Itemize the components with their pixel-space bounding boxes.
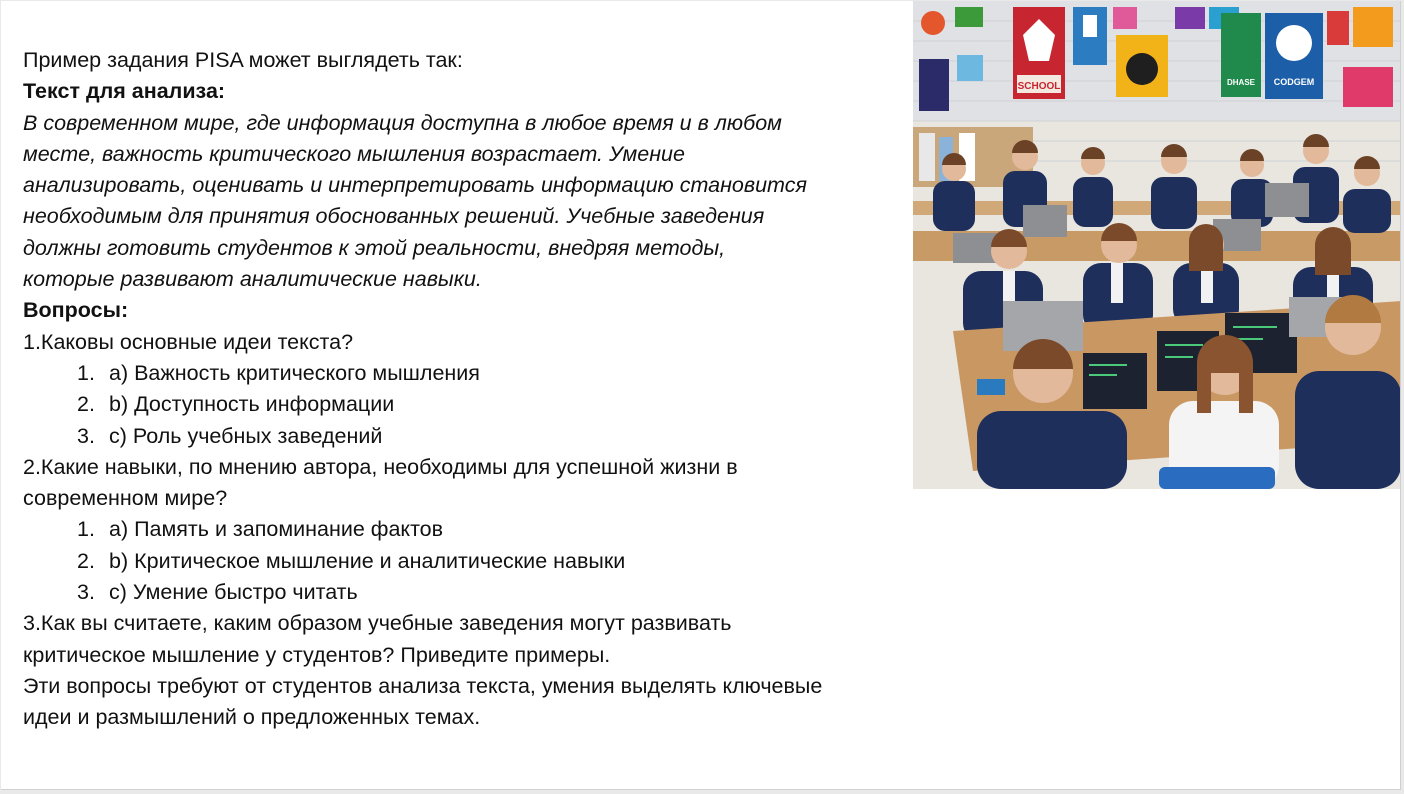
list-number: 2. [77,392,95,417]
poster-label: CODGEM [1273,77,1315,87]
conclusion-line: идеи и размышлений о предложенных темах. [23,705,481,730]
passage-line: месте, важность критического мышления возрастает. Умение [23,141,685,166]
question-1: 1.Каковы основные идеи текста? [23,329,354,354]
conclusion-line: Эти вопросы требуют от студентов анализа текста, умения выделять ключевые [23,673,823,698]
option-text: a) Важность критического мышления [109,360,480,385]
intro-line: Пример задания PISA может выглядеть так: [23,48,463,72]
list-number: 3. [77,423,95,448]
question-2-cont: современном мире? [23,486,228,511]
text-block [23,45,913,734]
list-item [23,546,913,577]
list-number: 2. [77,548,95,573]
slide [1,1,1401,790]
classroom-photo [913,1,1401,489]
list-number: 1. [77,360,95,385]
list-item [23,577,913,608]
passage-line: необходимым для принятия обоснованных решений. Учебные заведения [23,204,765,229]
text-heading: Текст для анализа: [23,79,226,104]
questions-heading: Вопросы: [23,298,129,323]
question-3-cont: критическое мышление у студентов? Приведите примеры. [23,642,611,667]
passage-line: В современном мире, где информация доступна в любое время и в любом [23,110,782,135]
passage-line: анализировать, оценивать и интерпретировать информацию становится [23,173,807,198]
list-item [23,421,913,452]
passage-line: должны готовить студентов к этой реальности, внедряя методы, [23,235,726,260]
list-item [23,389,913,420]
option-text: b) Критическое мышление и аналитические навыки [109,548,626,573]
list-item [23,358,913,389]
option-text: b) Доступность информации [109,392,395,417]
passage-line: которые развивают аналитические навыки. [23,267,482,292]
option-text: c) Роль учебных заведений [109,423,383,448]
poster-label: DHASE [1226,78,1256,87]
option-text: a) Память и запоминание фактов [109,517,444,542]
question-3: 3.Как вы считаете, каким образом учебные заведения могут развивать [23,611,732,636]
poster-label: SCHOOL [1017,81,1061,92]
option-text: c) Умение быстро читать [109,580,358,605]
question-2: 2.Какие навыки, по мнению автора, необходимы для успешной жизни в [23,454,738,479]
list-number: 1. [77,517,95,542]
list-item [23,514,913,545]
list-number: 3. [77,580,95,605]
